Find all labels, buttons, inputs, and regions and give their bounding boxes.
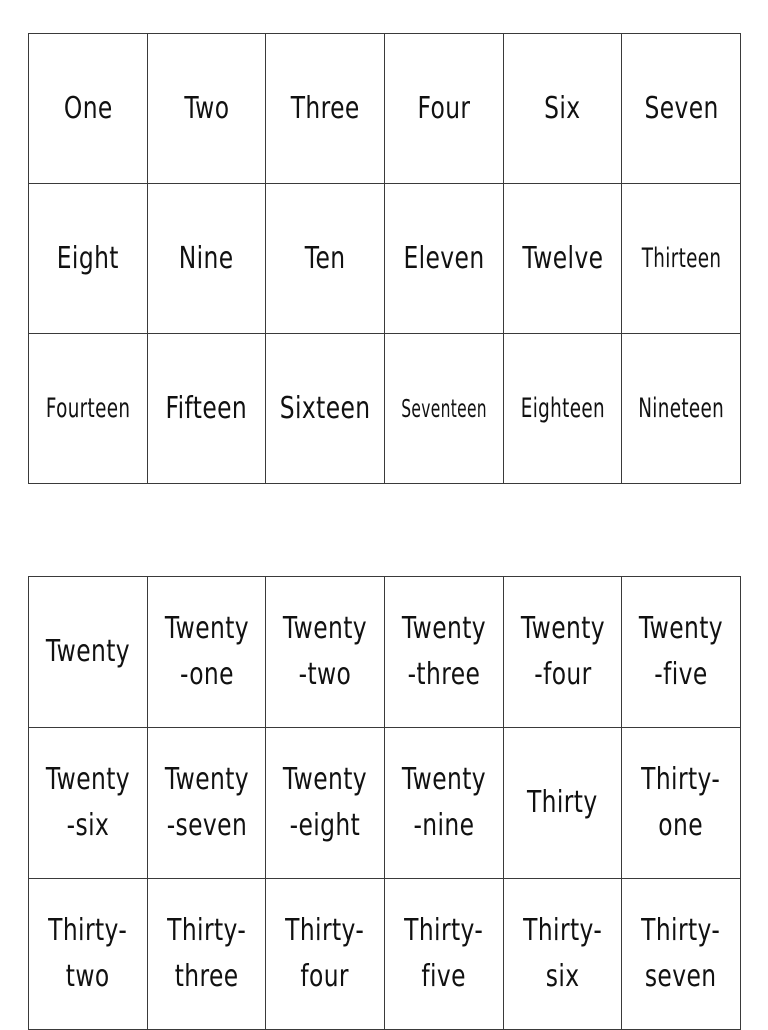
number-card <box>148 334 267 484</box>
number-card <box>504 334 623 484</box>
number-card <box>266 879 385 1030</box>
card-label: Thirty- six <box>522 913 603 994</box>
number-card <box>29 34 148 184</box>
number-card <box>385 334 504 484</box>
number-card-grid-bottom <box>28 576 741 1030</box>
card-label: Thirty- two <box>48 913 128 994</box>
card-label: Nine <box>179 240 234 276</box>
card-label: Twelve <box>521 240 604 276</box>
number-card <box>385 184 504 334</box>
card-label: Twenty -four <box>520 611 605 692</box>
number-card <box>504 728 623 879</box>
number-card <box>29 334 148 484</box>
card-label: Four <box>417 90 471 126</box>
number-card <box>148 184 267 334</box>
card-label: Thirty- seven <box>641 913 721 994</box>
number-card <box>622 577 741 728</box>
card-label: Two <box>183 90 230 126</box>
card-label: Twenty -nine <box>401 762 486 843</box>
number-card <box>504 879 623 1030</box>
number-card <box>29 184 148 334</box>
card-label: Three <box>290 90 360 126</box>
card-label: Seven <box>644 90 719 126</box>
number-card <box>266 334 385 484</box>
card-label: Thirteen <box>641 242 721 274</box>
number-card <box>622 34 741 184</box>
card-label: Twenty -one <box>164 611 249 692</box>
number-card <box>148 879 267 1030</box>
number-card <box>622 728 741 879</box>
number-card <box>622 334 741 484</box>
card-label: Ten <box>304 240 346 276</box>
card-label: Thirty- five <box>404 913 484 994</box>
number-card <box>29 879 148 1030</box>
card-label: Twenty -seven <box>164 762 249 843</box>
card-label: Thirty- four <box>285 913 365 994</box>
card-label: Seventeen <box>400 393 487 423</box>
card-label: Fourteen <box>45 392 131 424</box>
number-card <box>622 184 741 334</box>
number-card <box>504 577 623 728</box>
card-label: Twenty -six <box>45 762 130 843</box>
number-card-grid-top <box>28 33 741 484</box>
number-card <box>622 879 741 1030</box>
card-label: Nineteen <box>638 392 725 424</box>
card-label: Fifteen <box>165 390 248 426</box>
card-label: Twenty -three <box>401 611 486 692</box>
number-card <box>385 879 504 1030</box>
card-label: Eighteen <box>520 392 605 424</box>
number-card <box>29 728 148 879</box>
number-card <box>266 34 385 184</box>
card-label: Eight <box>56 240 119 276</box>
number-card <box>385 577 504 728</box>
card-label: One <box>63 90 113 126</box>
number-card <box>148 577 267 728</box>
number-card <box>148 34 267 184</box>
card-label: Thirty- three <box>166 913 247 994</box>
number-card <box>504 184 623 334</box>
number-card <box>385 34 504 184</box>
number-card <box>148 728 267 879</box>
card-label: Thirty- one <box>641 762 721 843</box>
card-label: Sixteen <box>279 390 371 426</box>
card-label: Thirty <box>527 785 598 820</box>
number-card <box>266 184 385 334</box>
number-card <box>266 728 385 879</box>
card-label: Twenty -eight <box>283 762 368 843</box>
card-label: Twenty -two <box>283 611 368 692</box>
number-card <box>504 34 623 184</box>
card-label: Twenty <box>45 634 130 669</box>
number-card <box>266 577 385 728</box>
card-label: Six <box>544 90 581 126</box>
card-label: Eleven <box>403 240 485 276</box>
number-card <box>385 728 504 879</box>
card-label: Twenty -five <box>639 611 724 692</box>
number-card <box>29 577 148 728</box>
